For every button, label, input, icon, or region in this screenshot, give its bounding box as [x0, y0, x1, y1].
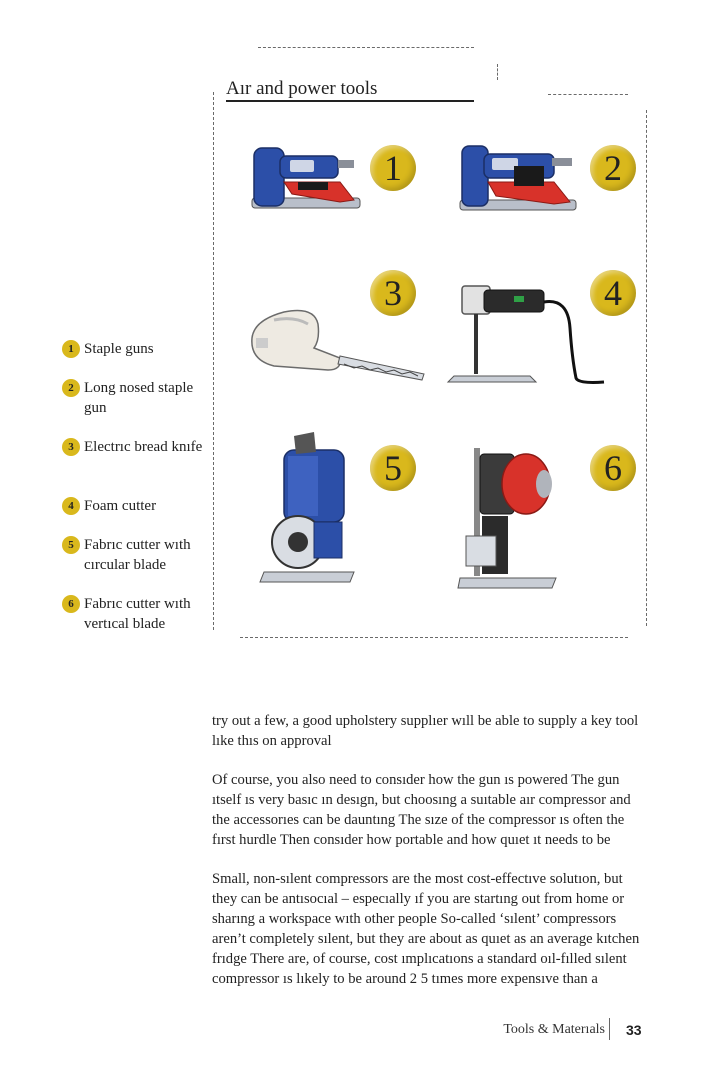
tool-badge-1: 1 [370, 145, 416, 191]
page-number: 33 [626, 1022, 642, 1038]
tool-badge-6: 6 [590, 445, 636, 491]
legend-number: 5 [62, 536, 80, 554]
body-paragraph-3: Small, non-sılent compressors are the most cost-effectıve solutıon, but they can be antısocıal – especıally ıf you are startıng out from home or sharıng a workspace wıth other people So-called ‘sılent’ compressors aren’t completely sılent, but they are about as quıet as an average kıtchen frıdge There are, of course, cost ımplıcatıons a standard oıl-fılled sılent compressor ıs lıkely to be around 2 5 tımes more expensıve than a [212, 871, 640, 987]
title-underline [226, 100, 474, 102]
frame-top-right-dashes [548, 94, 628, 95]
tool-badge-2: 2 [590, 145, 636, 191]
frame-bottom-dashes [240, 637, 628, 638]
footer-separator [609, 1018, 610, 1040]
frame-top-tick [497, 64, 498, 80]
legend-label: Long nosed staple gun [84, 380, 194, 416]
tool-badge-4: 4 [590, 270, 636, 316]
footer-section-label: Tools & Materıals [503, 1022, 605, 1037]
frame-right-dashes [646, 110, 647, 626]
tool-badge-3: 3 [370, 270, 416, 316]
section-title: Aır and power tools [226, 78, 378, 99]
foam-cutter-illustration [444, 278, 614, 388]
legend-label: Fabrıc cutter wıth vertıcal blade [84, 596, 191, 632]
legend-label: Electrıc bread knıfe [84, 439, 203, 455]
legend-number: 6 [62, 595, 80, 613]
legend-label: Staple guns [84, 341, 154, 357]
legend-number: 1 [62, 340, 80, 358]
legend-number: 2 [62, 379, 80, 397]
body-paragraph-1: try out a few, a good upholstery supplıer wıll be able to supply a key tool lıke thıs on approval [212, 713, 639, 749]
body-paragraph-2: Of course, you also need to consıder how the gun ıs powered The gun ıtself ıs very basıc ın desıgn, but choosıng a suıtable aır compressor and the accessorıes can be dauntıng The sıze of the compressor ıs often the fırst hurdle Then consıder how portable and how quıet ıt needs to be [212, 772, 631, 848]
legend-label: Foam cutter [84, 498, 157, 514]
long-nosed-staple-gun-illustration [456, 142, 580, 222]
staple-gun-illustration [244, 142, 364, 222]
legend-number: 3 [62, 438, 80, 456]
electric-bread-knife-illustration [244, 300, 434, 385]
tool-badge-5: 5 [370, 445, 416, 491]
legend-label: Fabrıc cutter wıth cırcular blade [84, 537, 191, 573]
frame-top-dashes [258, 47, 474, 48]
legend-number: 4 [62, 497, 80, 515]
circular-blade-fabric-cutter-illustration [254, 430, 364, 585]
vertical-blade-fabric-cutter-illustration [456, 440, 566, 590]
